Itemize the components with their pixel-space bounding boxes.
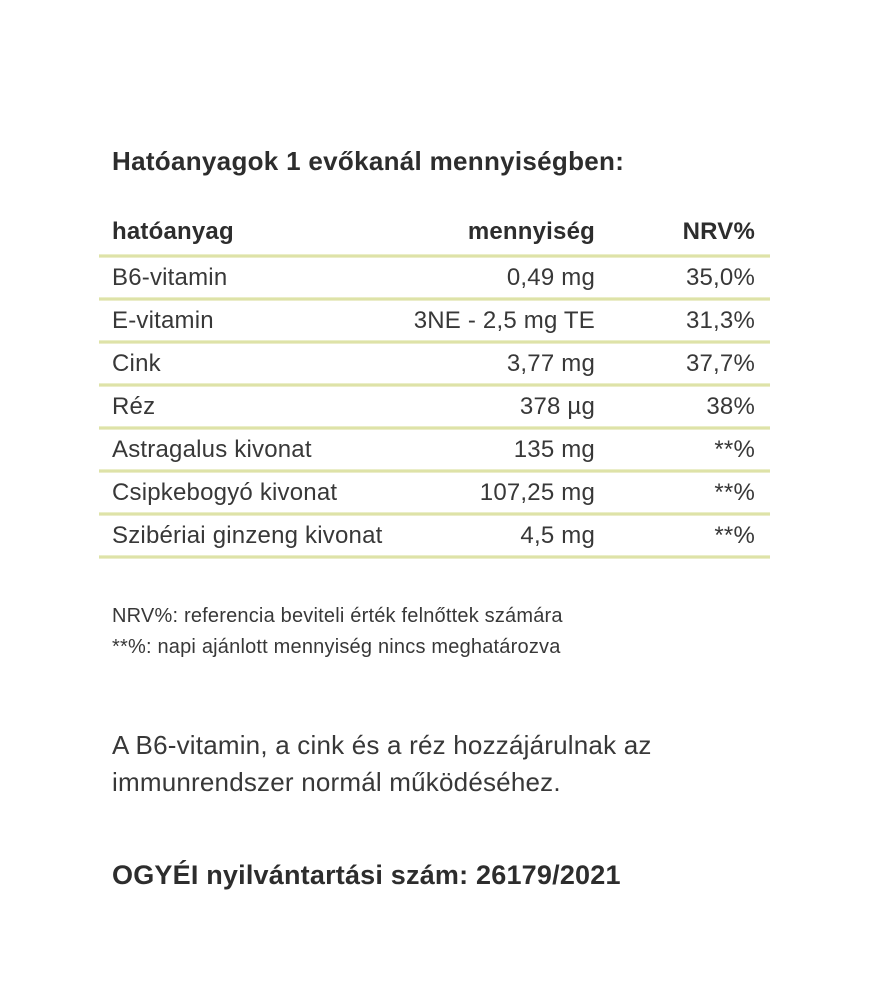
footnote-asterisk: **%: napi ajánlott mennyiség nincs meghatározva xyxy=(112,636,561,658)
table-row xyxy=(99,516,770,555)
ingredient-amount: 107,25 mg xyxy=(479,478,595,506)
ingredient-name: Csipkebogyó kivonat xyxy=(112,478,338,506)
ingredient-nrv: **% xyxy=(714,435,755,463)
ingredient-name: Cink xyxy=(112,349,161,377)
column-header-nrv: NRV% xyxy=(682,218,755,245)
table-row xyxy=(99,344,770,383)
ingredient-nrv: 31,3% xyxy=(685,306,755,334)
ingredient-nrv: 35,0% xyxy=(685,263,755,291)
table-row xyxy=(99,258,770,297)
row-divider xyxy=(99,555,770,559)
ingredient-nrv: 37,7% xyxy=(685,349,755,377)
ingredient-nrv: **% xyxy=(714,521,755,549)
ingredient-name: Szibériai ginzeng kivonat xyxy=(112,521,383,549)
column-header-amount: mennyiség xyxy=(467,218,595,245)
table-row xyxy=(99,430,770,469)
ingredient-nrv: 38% xyxy=(706,392,755,420)
table-row xyxy=(99,387,770,426)
ingredient-amount: 0,49 mg xyxy=(506,263,595,291)
table-row xyxy=(99,301,770,340)
ingredient-amount: 3,77 mg xyxy=(506,349,595,377)
ingredient-nrv: **% xyxy=(714,478,755,506)
ingredient-name: E-vitamin xyxy=(112,306,214,334)
footnotes xyxy=(112,601,770,663)
page-title: Hatóanyagok 1 evőkanál mennyiségben: xyxy=(112,146,625,176)
registration-number: OGYÉI nyilvántartási szám: 26179/2021 xyxy=(112,860,621,890)
ingredient-amount: 378 µg xyxy=(519,392,595,420)
table-header-row xyxy=(99,210,770,254)
ingredient-name: Astragalus kivonat xyxy=(112,435,312,463)
footnote-nrv: NRV%: referencia beviteli érték felnőttek számára xyxy=(112,605,563,627)
table-row xyxy=(99,473,770,512)
ingredients-table xyxy=(99,210,770,559)
ingredient-amount: 135 mg xyxy=(513,435,595,463)
ingredient-name: B6-vitamin xyxy=(112,263,228,291)
ingredient-name: Réz xyxy=(112,392,156,420)
ingredient-amount: 3NE - 2,5 mg TE xyxy=(413,306,595,334)
health-claim: A B6-vitamin, a cink és a réz hozzájárulnak az immunrendszer normál működéséhez. xyxy=(112,730,652,797)
ingredient-amount: 4,5 mg xyxy=(520,521,595,549)
column-header-ingredient: hatóanyag xyxy=(112,218,234,245)
